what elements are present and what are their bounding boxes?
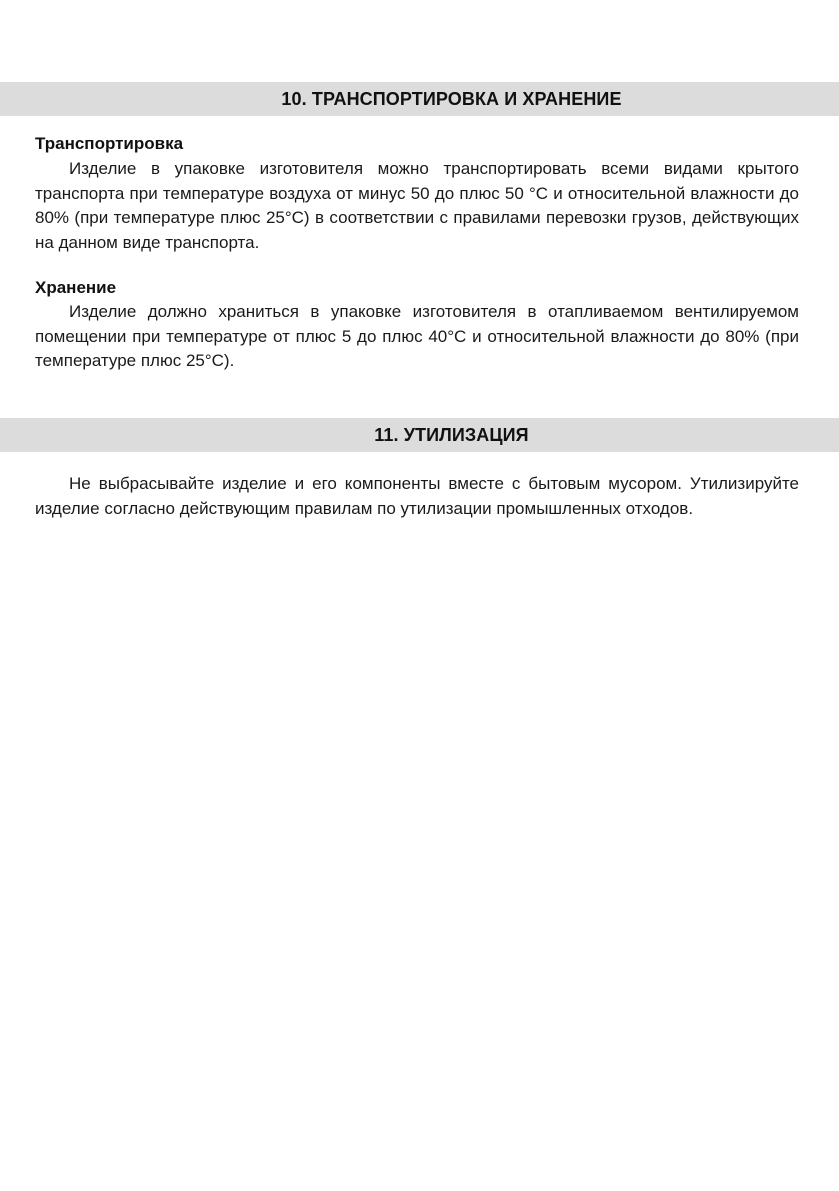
storage-heading: Хранение: [35, 278, 117, 297]
storage-paragraph: Изделие должно храниться в упаковке изготовителя в отапливаемом вентилируемом помещении при температуре от плюс 5 до плюс 40°С и относительной влажности до 80% (при температуре плюс 25°С).: [35, 302, 799, 370]
section-10-header-bar: [0, 82, 839, 116]
section-11-title: 11. УТИЛИЗАЦИЯ: [374, 424, 529, 445]
section-11-header-bar: [0, 418, 839, 452]
disposal-paragraph: Не выбрасывайте изделие и его компоненты вместе с бытовым мусором. Утилизируйте изделие согласно действующим правилам по утилизации промышленных отходов.: [35, 474, 799, 518]
section-10-title: 10. ТРАНСПОРТИРОВКА И ХРАНЕНИЕ: [281, 88, 622, 109]
transport-paragraph: Изделие в упаковке изготовителя можно транспортировать всеми видами крытого транспорта при температуре воздуха от минус 50 до плюс 50 °С и относительной влажности до 80% (при температуре плюс 25°С) в соответствии с правилами перевозки грузов, действующих на данном виде транспорта.: [35, 159, 799, 252]
transport-heading: Транспортировка: [35, 134, 184, 153]
